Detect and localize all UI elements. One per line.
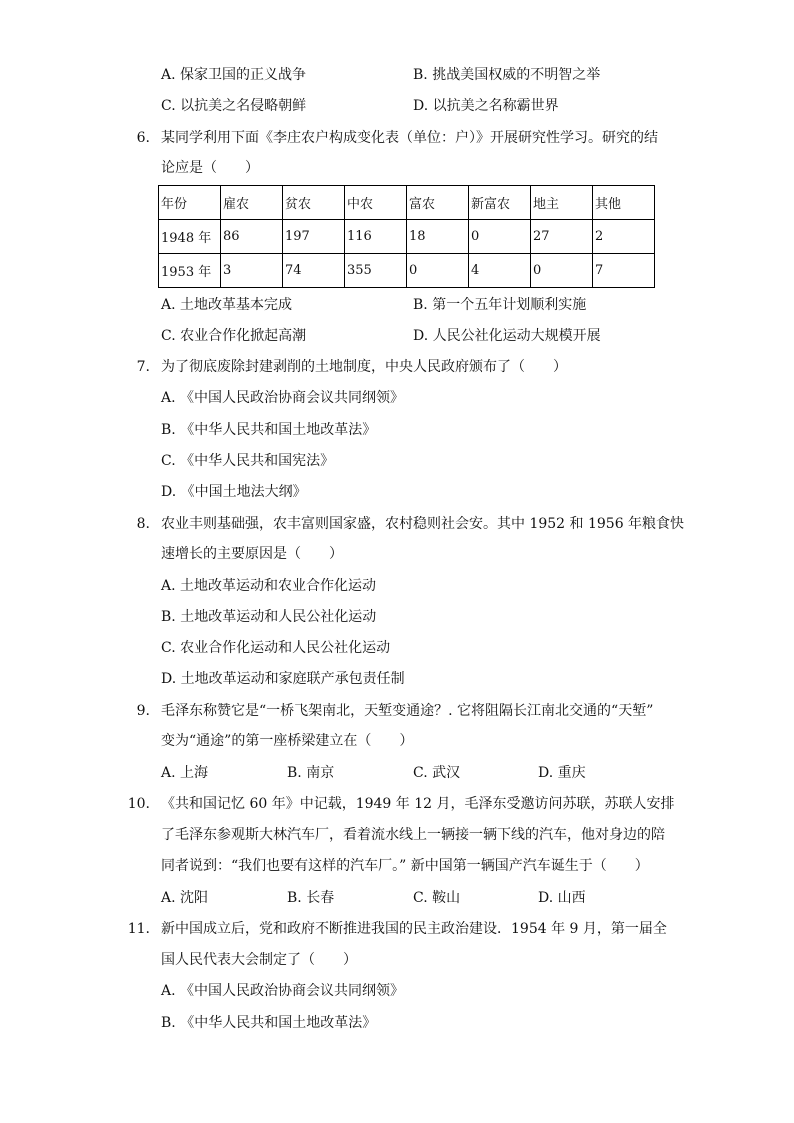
q11-option-b: B. 《中华人民共和国土地改革法》 (161, 1015, 377, 1031)
q6-option-b: B. 第一个五年计划顺利实施 (413, 297, 587, 313)
q5-option-a: A. 保家卫国的正义战争 (161, 67, 307, 83)
table-cell: 116 (345, 220, 407, 254)
q7-option-b: B. 《中华人民共和国土地改革法》 (161, 422, 377, 438)
q10-stem-line2: 了毛泽东参观斯大林汽车厂，看着流水线上一辆接一辆下线的汽车，他对身边的陪 (161, 827, 665, 843)
table-cell: 0 (469, 220, 531, 254)
table-cell: 7 (593, 254, 655, 288)
q8-option-c: C. 农业合作化运动和人民公社化运动 (161, 640, 391, 656)
q7-option-c: C. 《中华人民共和国宪法》 (161, 453, 335, 469)
table-cell: 2 (593, 220, 655, 254)
table-header-cell: 中农 (345, 186, 407, 220)
q6-option-c: C. 农业合作化掀起高潮 (161, 328, 307, 344)
q9-number: 9. (136, 703, 150, 719)
q7-number: 7. (136, 359, 150, 375)
q11-stem-line2: 国人民代表大会制定了（ ） (161, 952, 357, 968)
q7-option-a: A. 《中国人民政治协商会议共同纲领》 (161, 390, 405, 406)
table-row (159, 254, 655, 288)
q5-option-b: B. 挑战美国权威的不明智之举 (413, 67, 601, 83)
q11-option-a: A. 《中国人民政治协商会议共同纲领》 (161, 983, 405, 999)
q7-stem: 为了彻底废除封建剥削的土地制度，中央人民政府颁布了（ ） (161, 359, 567, 375)
q8-number: 8. (136, 516, 150, 532)
table-cell: 197 (283, 220, 345, 254)
q5-option-d: D. 以抗美之名称霸世界 (413, 98, 559, 114)
table-header-cell: 贫农 (283, 186, 345, 220)
q10-option-c: C. 鞍山 (413, 890, 461, 906)
q5-option-c: C. 以抗美之名侵略朝鲜 (161, 98, 307, 114)
farm-household-table (158, 185, 655, 288)
q8-option-d: D. 土地改革运动和家庭联产承包责任制 (161, 671, 405, 687)
table-cell: 355 (345, 254, 407, 288)
q9-stem-line1: 毛泽东称赞它是“一桥飞架南北，天堑变通途？. 它将阻隔长江南北交通的“天堑” (161, 703, 654, 719)
q10-number: 10. (127, 796, 150, 812)
q10-option-a: A. 沈阳 (161, 890, 209, 906)
table-cell: 86 (221, 220, 283, 254)
table-cell: 1948 年 (159, 220, 221, 254)
table-cell: 27 (531, 220, 593, 254)
q9-option-a: A. 上海 (161, 765, 209, 781)
q8-stem-line1: 农业丰则基础强，农丰富则国家盛，农村稳则社会安。其中 1952 和 1956 年粮食快 (161, 516, 685, 532)
q8-stem-line2: 速增长的主要原因是（ ） (161, 546, 343, 562)
q10-option-b: B. 长春 (287, 890, 335, 906)
table-header-row (159, 186, 655, 220)
q8-option-b: B. 土地改革运动和人民公社化运动 (161, 609, 377, 625)
q6-stem-line1: 某同学利用下面《李庄农户构成变化表（单位：户）》开展研究性学习。研究的结 (161, 130, 658, 146)
q6-option-d: D. 人民公社化运动大规模开展 (413, 328, 601, 344)
table-cell: 0 (531, 254, 593, 288)
q8-option-a: A. 土地改革运动和农业合作化运动 (161, 578, 377, 594)
q11-number: 11. (127, 921, 150, 937)
table-header-cell: 年份 (159, 186, 221, 220)
table-header-cell: 地主 (531, 186, 593, 220)
table-cell: 3 (221, 254, 283, 288)
table-header-cell: 雇农 (221, 186, 283, 220)
q7-option-d: D. 《中国土地法大纲》 (161, 484, 307, 500)
q10-stem-line3: 同者说到：“我们也要有这样的汽车厂。” 新中国第一辆国产汽车诞生于（ ） (161, 858, 649, 874)
table-cell: 18 (407, 220, 469, 254)
q6-number: 6. (136, 130, 150, 146)
table-cell: 74 (283, 254, 345, 288)
table-cell: 4 (469, 254, 531, 288)
q9-option-d: D. 重庆 (538, 765, 586, 781)
q10-option-d: D. 山西 (538, 890, 586, 906)
table-cell: 1953 年 (159, 254, 221, 288)
q9-stem-line2: 变为“通途”的第一座桥梁建立在（ ） (161, 733, 414, 749)
table-header-cell: 富农 (407, 186, 469, 220)
q9-option-c: C. 武汉 (413, 765, 461, 781)
q6-option-a: A. 土地改革基本完成 (161, 297, 293, 313)
q9-option-b: B. 南京 (287, 765, 335, 781)
q11-stem-line1: 新中国成立后，党和政府不断推进我国的民主政治建设．1954 年 9 月，第一届全 (161, 921, 667, 937)
table-cell: 0 (407, 254, 469, 288)
table-row (159, 220, 655, 254)
q10-stem-line1: 《共和国记忆 60 年》中记载，1949 年 12 月，毛泽东受邀访问苏联，苏联人安排 (161, 796, 675, 812)
table-header-cell: 其他 (593, 186, 655, 220)
table-header-cell: 新富农 (469, 186, 531, 220)
q6-stem-line2: 论应是（ ） (161, 160, 259, 176)
